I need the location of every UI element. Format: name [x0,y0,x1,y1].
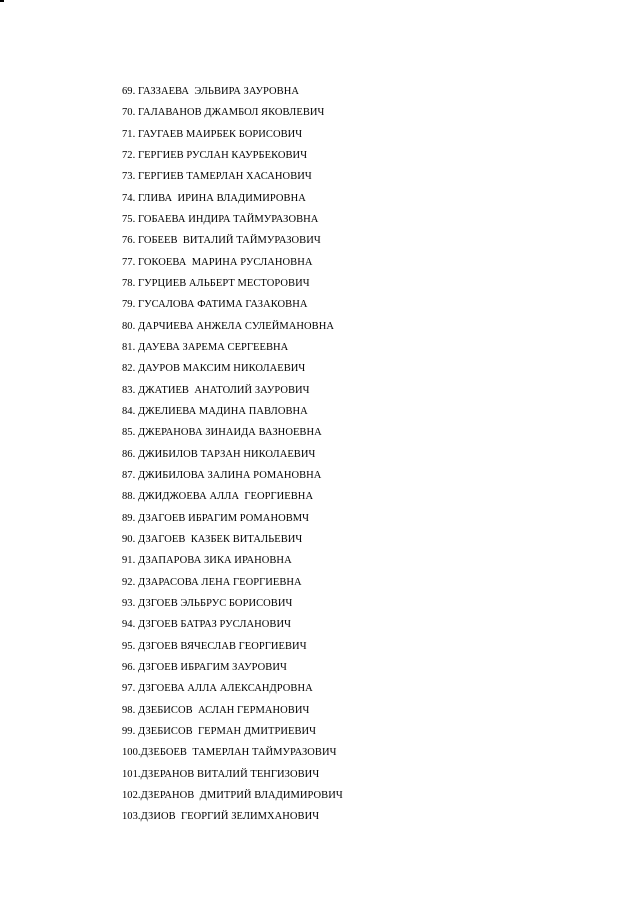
item-number: 94. [122,619,136,631]
person-name: ДЗАГОЕВ КАЗБЕК ВИТАЛЬЕВИЧ [137,533,303,545]
person-name: ДАРЧИЕВА АНЖЕЛА СУЛЕЙМАНОВНА [137,320,334,332]
list-item [122,745,343,766]
person-name: ДЗЕБИСОВ ГЕРМАН ДМИТРИЕВИЧ [137,725,317,737]
list-item [122,127,343,148]
list-item [122,511,343,532]
item-number: 76. [122,235,136,247]
person-name: ДЖИДЖОЕВА АЛЛА ГЕОРГИЕВНА [137,491,314,503]
person-name: ГОБАЕВА ИНДИРА ТАЙМУРАЗОВНА [137,213,319,225]
person-name: ДАУЕВА ЗАРЕМА СЕРГЕЕВНА [137,341,289,353]
list-item [122,255,343,276]
list-item [122,233,343,254]
item-number: 95. [122,640,136,652]
list-item [122,788,343,809]
corner-mark [0,0,4,2]
list-item [122,596,343,617]
person-name: ДЖЕЛИЕВА МАДИНА ПАВЛОВНА [137,405,308,417]
item-number: 84. [122,405,136,417]
person-name: ГОБЕЕВ ВИТАЛИЙ ТАЙМУРАЗОВИЧ [137,235,321,247]
list-item [122,724,343,745]
item-number: 86. [122,448,136,460]
person-name: ДАУРОВ МАКСИМ НИКОЛАЕВИЧ [137,363,306,375]
person-name: ДЗГОЕВА АЛЛА АЛЕКСАНДРОВНА [137,683,313,695]
list-item [122,148,343,169]
item-number: 77. [122,256,136,268]
name-list [122,84,343,830]
item-number: 73. [122,171,136,183]
person-name: ДЗЕРАНОВ ДМИТРИЙ ВЛАДИМИРОВИЧ [140,789,343,801]
list-item [122,639,343,660]
person-name: ГУРЦИЕВ АЛЬБЕРТ МЕСТОРОВИЧ [137,277,310,289]
person-name: ГЛИВА ИРИНА ВЛАДИМИРОВНА [137,192,306,204]
person-name: ГОКОЕВА МАРИНА РУСЛАНОВНА [137,256,313,268]
item-number: 78. [122,277,136,289]
list-item [122,489,343,510]
person-name: ДЗАПАРОВА ЗИКА ИРАНОВНА [137,555,292,567]
item-number: 98. [122,704,136,716]
person-name: ДЖИБИЛОВ ТАРЗАН НИКОЛАЕВИЧ [137,448,316,460]
list-item [122,681,343,702]
person-name: ДЗЕБИСОВ АСЛАН ГЕРМАНОВИЧ [137,704,310,716]
person-name: ГАУГАЕВ МАИРБЕК БОРИСОВИЧ [137,128,303,140]
item-number: 79. [122,299,136,311]
item-number: 71. [122,128,136,140]
item-number: 88. [122,491,136,503]
item-number: 75. [122,213,136,225]
list-item [122,553,343,574]
person-name: ДЖАТИЕВ АНАТОЛИЙ ЗАУРОВИЧ [137,384,310,396]
person-name: ДЖЕРАНОВА ЗИНАИДА ВАЗНОЕВНА [137,427,322,439]
item-number: 97. [122,683,136,695]
person-name: ДЗЕРАНОВ ВИТАЛИЙ ТЕНГИЗОВИЧ [140,768,320,780]
list-item [122,383,343,404]
list-item [122,660,343,681]
item-number: 102. [122,789,141,801]
list-item [122,425,343,446]
list-item [122,319,343,340]
item-number: 81. [122,341,136,353]
list-item [122,276,343,297]
list-item [122,447,343,468]
list-item [122,191,343,212]
item-number: 100. [122,747,141,759]
person-name: ДЗАРАСОВА ЛЕНА ГЕОРГИЕВНА [137,576,302,588]
item-number: 87. [122,469,136,481]
person-name: ДЗЕБОЕВ ТАМЕРЛАН ТАЙМУРАЗОВИЧ [140,747,337,759]
item-number: 74. [122,192,136,204]
item-number: 69. [122,86,136,97]
list-item [122,361,343,382]
list-item [122,617,343,638]
list-item [122,703,343,724]
item-number: 103. [122,811,141,823]
person-name: ГАЛАВАНОВ ДЖАМБОЛ ЯКОВЛЕВИЧ [137,107,325,119]
list-item [122,575,343,596]
item-number: 92. [122,576,136,588]
item-number: 72. [122,149,136,161]
item-number: 90. [122,533,136,545]
person-name: ДЖИБИЛОВА ЗАЛИНА РОМАНОВНА [137,469,322,481]
person-name: ГУСАЛОВА ФАТИМА ГАЗАКОВНА [137,299,308,311]
person-name: ДЗИОВ ГЕОРГИЙ ЗЕЛИМХАНОВИЧ [140,811,320,823]
item-number: 99. [122,725,136,737]
person-name: ДЗГОЕВ ЭЛЬБРУС БОРИСОВИЧ [137,597,293,609]
item-number: 82. [122,363,136,375]
item-number: 93. [122,597,136,609]
list-item [122,767,343,788]
item-number: 80. [122,320,136,332]
item-number: 96. [122,661,136,673]
list-item [122,532,343,553]
list-item [122,84,343,105]
list-item [122,212,343,233]
item-number: 83. [122,384,136,396]
list-item [122,297,343,318]
person-name: ГЕРГИЕВ РУСЛАН КАУРБЕКОВИЧ [137,149,308,161]
list-item [122,340,343,361]
item-number: 85. [122,427,136,439]
person-name: ДЗГОЕВ ИБРАГИМ ЗАУРОВИЧ [137,661,287,673]
person-name: ГАЗЗАЕВА ЭЛЬВИРА ЗАУРОВНА [137,86,299,97]
list-item [122,169,343,190]
person-name: ДЗГОЕВ БАТРАЗ РУСЛАНОВИЧ [137,619,291,631]
person-name: ДЗАГОЕВ ИБРАГИМ РОМАНОВМЧ [137,512,310,524]
item-number: 101. [122,768,141,780]
person-name: ДЗГОЕВ ВЯЧЕСЛАВ ГЕОРГИЕВИЧ [137,640,307,652]
list-item [122,468,343,489]
list-item [122,809,343,830]
item-number: 91. [122,555,136,567]
item-number: 89. [122,512,136,524]
person-name: ГЕРГИЕВ ТАМЕРЛАН ХАСАНОВИЧ [137,171,312,183]
list-item [122,404,343,425]
item-number: 70. [122,107,136,119]
list-item [122,105,343,126]
